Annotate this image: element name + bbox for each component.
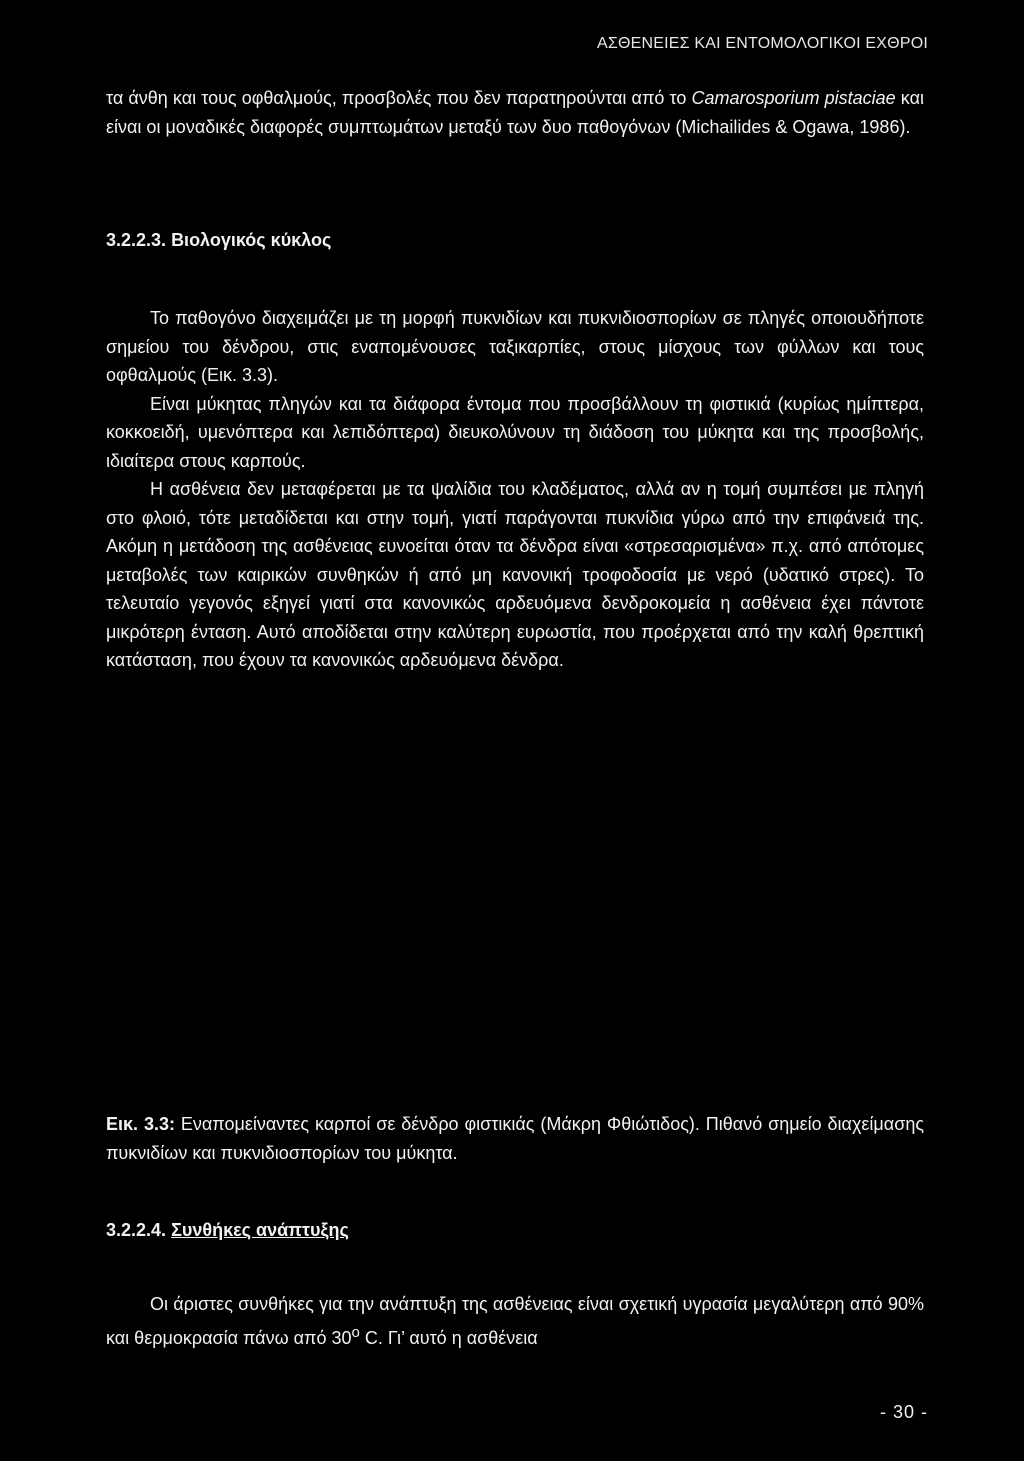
- intro-text-part2: και είναι οι μοναδικές διαφορές συμπτωμάτων μεταξύ των δυο παθογόνων (Michailides & Ogawa, 1986).: [106, 88, 924, 137]
- figure-caption-label: Εικ. 3.3:: [106, 1114, 175, 1134]
- page-number: - 30 -: [879, 1402, 928, 1422]
- section-title: Συνθήκες ανάπτυξης: [171, 1220, 349, 1240]
- conditions-text: Οι άριστες συνθήκες για την ανάπτυξη της ασθένειας είναι σχετική υγρασία μεγαλύτερη από 90% και θερμοκρασία πάνω από 30: [106, 1294, 924, 1348]
- section-heading-biological-cycle: [106, 230, 331, 251]
- figure-caption: [106, 1110, 924, 1167]
- section-title: Βιολογικός κύκλος: [171, 230, 332, 250]
- paragraph-wound-fungus: Είναι μύκητας πληγών και τα διάφορα έντομα που προσβάλλουν τη φιστικιά (κυρίως ημίπτερα, κοκκοειδή, υμενόπτερα και λεπιδόπτερα) διευκολύνουν τη διάδοση του μύκητα και της προσβολής, ιδιαίτερα στους καρπούς.: [106, 393, 924, 471]
- biological-cycle-body: [106, 304, 924, 675]
- growth-conditions-body: [106, 1290, 924, 1352]
- intro-paragraph: [106, 84, 924, 141]
- paragraph-transmission: Η ασθένεια δεν μεταφέρεται με τα ψαλίδια του κλαδέματος, αλλά αν η τομή συμπέσει με πληγή στο φλοιό, τότε μεταδίδεται και στην τομή, γιατί παράγονται πυκνίδια γύρω από την επιφάνειά της. Ακόμη η μετάδοση της ασθένειας ευνοείται όταν τα δένδρα είναι «στρεσαρισμένα» π.χ. από απότομες μεταβολές των καιρικών συνθηκών ή από μη κανονική τροφοδοσία με νερό (υδατικό στρες). Το τελευταίο γεγονός εξηγεί γιατί στα κανονικώς αρδευόμενα δενδροκομεία η ασθένεια έχει πάντοτε μικρότερη ένταση. Αυτό αποδίδεται στην καλύτερη ευρωστία, που προέρχεται από την καλή θρεπτική κατάσταση, που έχουν τα κανονικώς αρδευόμενα δένδρα.: [106, 479, 924, 670]
- paragraph-overwintering: Το παθογόνο διαχειμάζει με τη μορφή πυκνιδίων και πυκνιδιοσπορίων σε πληγές οποιουδήποτε σημείου του δένδρου, στις εναπομένουσες ταξικαρπίες, στους μίσχους των φύλλων και τους οφθαλμούς (Εικ. 3.3).: [106, 308, 924, 385]
- intro-text-part1: τα άνθη και τους οφθαλμούς, προσβολές που δεν παρατηρούνται από το: [106, 88, 692, 108]
- running-header: ΑΣΘΕΝΕΙΕΣ ΚΑΙ ΕΝΤΟΜΟΛΟΓΙΚΟΙ ΕΧΘΡΟΙ: [597, 35, 928, 52]
- degree-superscript: o: [351, 1323, 360, 1341]
- section-number: 3.2.2.4.: [106, 1220, 167, 1240]
- species-name: Camarosporium pistaciae: [691, 88, 896, 108]
- section-number: 3.2.2.3.: [106, 230, 167, 250]
- figure-caption-text: Εναπομείναντες καρποί σε δένδρο φιστικιάς (Μάκρη Φθιώτιδος). Πιθανό σημείο διαχείμασης πυκνιδίων και πυκνιδιοσπορίων του μύκητα.: [106, 1114, 925, 1163]
- conditions-text-end: C. Γι’ αυτό η ασθένεια: [359, 1327, 538, 1348]
- section-heading-growth-conditions: [106, 1220, 349, 1241]
